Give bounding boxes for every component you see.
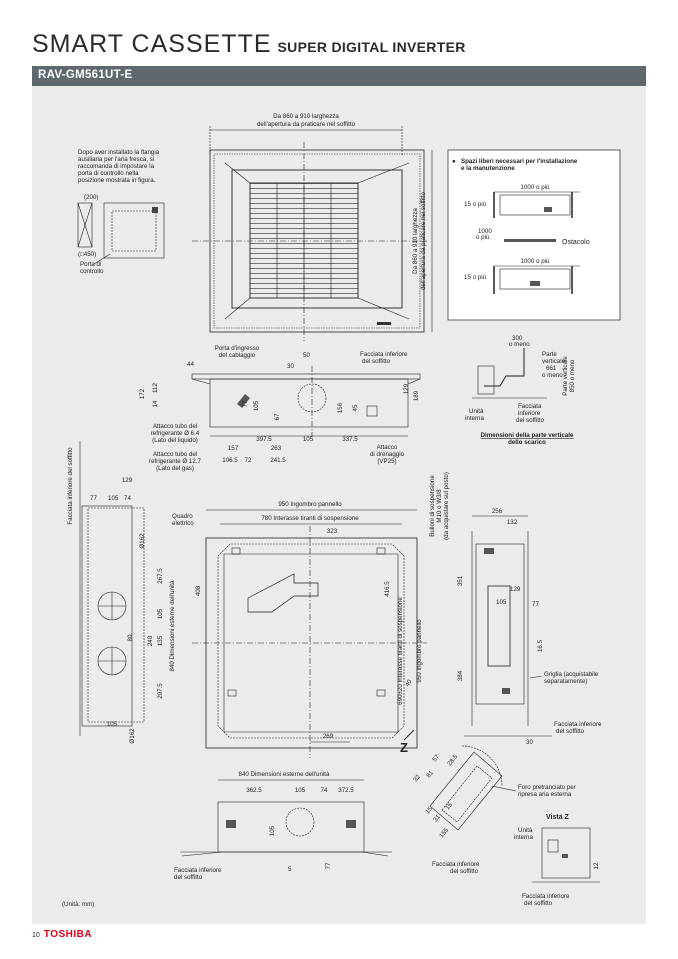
front-dim-156: 156 — [337, 402, 344, 414]
z-face-1: Facciata inferiore — [522, 893, 570, 900]
drain-face-1: Facciata — [518, 403, 542, 410]
z-dim-15: 15 — [444, 801, 454, 812]
side-dim-105: 105 — [496, 599, 507, 606]
plan-dim-207: 207.5 — [157, 683, 164, 699]
clearance-1000a: 1000 o più — [520, 184, 550, 191]
top-side-label-2: dell'apertura da praticare nel soffitto — [420, 191, 427, 291]
susp-690-v: 690±20 Interasse tiranti di sospensione — [397, 597, 404, 705]
bullet: ● — [452, 158, 456, 165]
technical-drawing — [32, 86, 646, 924]
side-dim-384: 384 — [457, 670, 464, 682]
bottom-face-2: del soffitto — [174, 874, 203, 881]
side-dim-77: 77 — [532, 601, 539, 608]
flange-dim-200: (200) — [84, 194, 99, 201]
model-band — [32, 66, 646, 86]
model-label: RAV-GM561UT-E — [38, 69, 133, 81]
z-title: Vista Z — [546, 814, 569, 821]
clearance-1000b-1: 1000 — [478, 228, 492, 235]
bottom-dim-105: 105 — [294, 787, 306, 794]
front-dim-72: 72 — [244, 457, 252, 464]
z-marker: Z — [400, 740, 408, 755]
panel-950-h: 950 Ingombro pannello — [278, 501, 342, 508]
front-dim-77: 77 — [242, 400, 249, 408]
page-subtitle: SUPER DIGITAL INVERTER — [277, 39, 466, 55]
elec-box-1: Quadro — [172, 513, 193, 520]
bottom-face-1: Facciata inferiore — [174, 867, 222, 874]
bolt-1: Bulloni di sospensione — [429, 475, 436, 537]
clearance-15b: 15 o più — [464, 274, 487, 281]
side-dim-30: 30 — [526, 739, 533, 746]
grille-2: separatamente) — [544, 678, 588, 685]
bottom-view — [174, 771, 480, 881]
plan-dim-74: 74 — [124, 495, 131, 502]
plan-dim-408: 408 — [195, 585, 202, 597]
clearance-15a: 15 o più — [464, 201, 487, 208]
front-dim-30: 30 — [287, 363, 294, 370]
top-view — [192, 113, 432, 341]
side-dim-256: 256 — [491, 508, 503, 515]
top-width-label-2: dell'apertura da praticare nel soffitto — [256, 121, 356, 128]
z-hole-2: ripresa aria esterna — [518, 791, 572, 798]
z-dim-15b: 15 — [424, 805, 434, 816]
bottom-face-b1: Facciata inferiore — [432, 861, 480, 868]
drain-unit-2: interna — [465, 415, 484, 422]
elec-box-2: elettrico — [172, 520, 194, 527]
plan-dim-77: 77 — [90, 495, 97, 502]
z-dim-28: 28.5 — [446, 753, 460, 768]
drain-face-3: del soffitto — [516, 417, 545, 424]
page-title: SMART CASSETTE — [32, 30, 272, 58]
clearance-title-1: Spazi liberi necessari per l'installazione — [461, 158, 578, 165]
front-dim-105b: 105 — [302, 436, 314, 443]
front-lower-face-2: del soffitto — [362, 358, 391, 365]
z-face-2: del soffitto — [524, 900, 553, 907]
z-dim-32: 32 — [412, 773, 422, 784]
drain-port-3: (VP25) — [377, 458, 397, 465]
clearance-box — [448, 150, 620, 320]
bottom-dim-74: 74 — [320, 787, 328, 794]
plan-dim-105: 105 — [108, 495, 119, 502]
plan-dim-129: 129 — [121, 477, 133, 484]
front-dim-45: 45 — [352, 404, 359, 412]
drain-unit-1: Unità — [469, 408, 484, 415]
gas-port-2: refrigerante Ø 12.7 — [149, 458, 201, 465]
susp-780: 780 Interasse tiranti di sospensione — [261, 515, 359, 522]
drain-vert-r2: 850 o meno — [569, 359, 576, 393]
plan-phi162b: Ø162 — [129, 728, 136, 744]
side-dim-129: 129 — [510, 586, 521, 593]
side-dim-132: 132 — [506, 519, 518, 526]
plan-dim-240: 240 — [147, 635, 154, 647]
drain-port-2: di drenaggio — [369, 451, 405, 458]
top-width-label-1: Da 860 a 910 larghezza — [273, 113, 339, 120]
front-view — [139, 345, 420, 472]
panel-950-v: 950 Ingombro pannello — [416, 619, 423, 683]
flange-note — [78, 149, 164, 275]
plan-outer-dim: 840 Dimensioni esterne dell'unità — [169, 580, 176, 672]
gas-port-3: (Lato del gas) — [156, 465, 194, 472]
front-dim-14: 14 — [152, 400, 159, 408]
plan-dim-135: 135 — [157, 635, 164, 647]
plan-dim-80: 80 — [127, 634, 134, 642]
plan-dim-416: 416.5 — [384, 581, 391, 597]
plan-dim-105b: 105 — [157, 608, 164, 620]
drain-vert-4: o meno — [542, 372, 563, 379]
z-dim-81: 81 — [425, 769, 435, 780]
bottom-dim-362: 362.5 — [246, 787, 262, 794]
front-dim-67: 67 — [274, 413, 281, 421]
front-dim-263: 263 — [270, 445, 282, 452]
side-face-1: Facciata inferiore — [554, 721, 602, 728]
flange-note-line-1: Dopo aver installato la flangia — [78, 149, 160, 156]
z-dim-31: 31 — [432, 813, 442, 824]
front-dim-50: 50 — [303, 352, 310, 359]
z-dim-12: 12 — [593, 862, 600, 870]
z-hole-1: Foro pretranciato per — [518, 784, 576, 791]
brand-logo: TOSHIBA — [43, 929, 93, 940]
flange-note-line-3: raccomanda di impostare la — [78, 163, 155, 170]
unit-note: (Unità: mm) — [62, 901, 95, 908]
obstacle-label: Ostacolo — [562, 239, 590, 246]
bottom-dim-77: 77 — [325, 862, 332, 870]
front-dim-241: 241.5 — [270, 457, 286, 464]
bottom-face-b2: del soffitto — [450, 868, 479, 875]
bottom-outer-dim: 840 Dimensioni esterne dell'unità — [238, 771, 330, 778]
z-dim-155: 155 — [438, 826, 451, 840]
side-dim-16: 16.5 — [537, 639, 544, 653]
front-dim-157: 157 — [227, 445, 239, 452]
front-dim-106: 106.5 — [222, 457, 238, 464]
flange-dim-450: (□450) — [78, 251, 97, 258]
drain-vert-1: Parte — [542, 351, 557, 358]
grille-1: Griglia (acquistabile — [544, 671, 599, 678]
page-header — [32, 30, 466, 59]
drain-300-2: o meno — [509, 341, 530, 348]
plan-phi162a: Ø162 — [139, 533, 146, 549]
front-dim-112: 112 — [152, 383, 159, 393]
flange-note-line-2: ausiliaria per l'aria fresca, si — [78, 156, 155, 163]
footer — [32, 929, 92, 940]
control-port-label-2: controllo — [80, 268, 104, 275]
drain-face-2: inferiore — [518, 410, 541, 417]
side-face-2: del soffitto — [556, 728, 585, 735]
z-unit-1: Unità — [518, 827, 533, 834]
front-dim-172: 172 — [139, 388, 146, 400]
clearance-title-2: e la manutenzione — [461, 165, 515, 172]
bottom-dim-5: 5 — [288, 866, 292, 873]
front-dim-189: 189 — [413, 390, 420, 402]
drain-vert-3: 661 — [546, 365, 557, 372]
liquid-port-1: Attacco tubo del — [152, 423, 198, 430]
front-dim-397: 397.5 — [256, 436, 272, 443]
front-dim-337: 337.5 — [342, 436, 358, 443]
bottom-dim-372: 372.5 — [338, 787, 354, 794]
plan-dim-269: 269 — [322, 733, 334, 740]
plan-dim-323: 323 — [326, 528, 338, 535]
page-number: 10 — [32, 932, 40, 939]
plan-dim-105c: 105 — [106, 721, 118, 728]
gas-port-1: Attacco tubo del — [152, 451, 198, 458]
z-unit-2: interna — [514, 834, 533, 841]
side-view — [429, 472, 602, 746]
drain-caption-1: Dimensioni della parte verticale — [480, 432, 574, 439]
drain-vert-2: verticale — [542, 358, 566, 365]
plan-dim-40: 40 — [403, 678, 414, 688]
drain-port-1: Attacco — [376, 444, 398, 451]
control-port-label-1: Porta di — [80, 261, 102, 268]
liquid-port-3: (Lato del liquido) — [152, 437, 198, 444]
z-dim-57: 57 — [431, 753, 441, 764]
plan-left-label: Facciata inferiore del soffitto — [67, 447, 74, 525]
front-lower-face-1: Facciata inferiore — [360, 351, 408, 358]
top-side-label-1: Da 860 a 910 larghezza — [412, 208, 419, 274]
plan-view — [67, 441, 427, 758]
bolt-3: (da acquistare sul posto) — [443, 472, 450, 540]
front-dim-129: 129 — [403, 383, 410, 395]
detail-z — [412, 746, 600, 907]
wiring-port-2: del cablaggio — [218, 352, 256, 359]
drain-detail — [465, 335, 576, 446]
bolt-2: M10 o W3/8 — [436, 489, 443, 523]
drain-300-1: 300 — [512, 335, 523, 342]
side-dim-351: 351 — [457, 575, 464, 587]
drain-vert-r1: Parte verticale — [562, 356, 569, 396]
clearance-1000b-2: o più — [476, 234, 490, 241]
flange-note-line-5: posizione mostrata in figura. — [78, 177, 156, 184]
clearance-1000c: 1000 o più — [520, 258, 550, 265]
front-dim-105a: 105 — [253, 400, 260, 412]
flange-note-line-4: porta di controllo nella — [78, 170, 139, 177]
wiring-port-1: Porta d'ingresso — [214, 345, 260, 352]
liquid-port-2: refrigerante Ø 6.4 — [150, 430, 200, 437]
drain-caption-2: dello scarico — [508, 439, 546, 446]
bottom-dim-105b: 105 — [269, 825, 276, 837]
front-dim-44: 44 — [187, 361, 194, 368]
plan-dim-267: 267.5 — [157, 568, 164, 584]
